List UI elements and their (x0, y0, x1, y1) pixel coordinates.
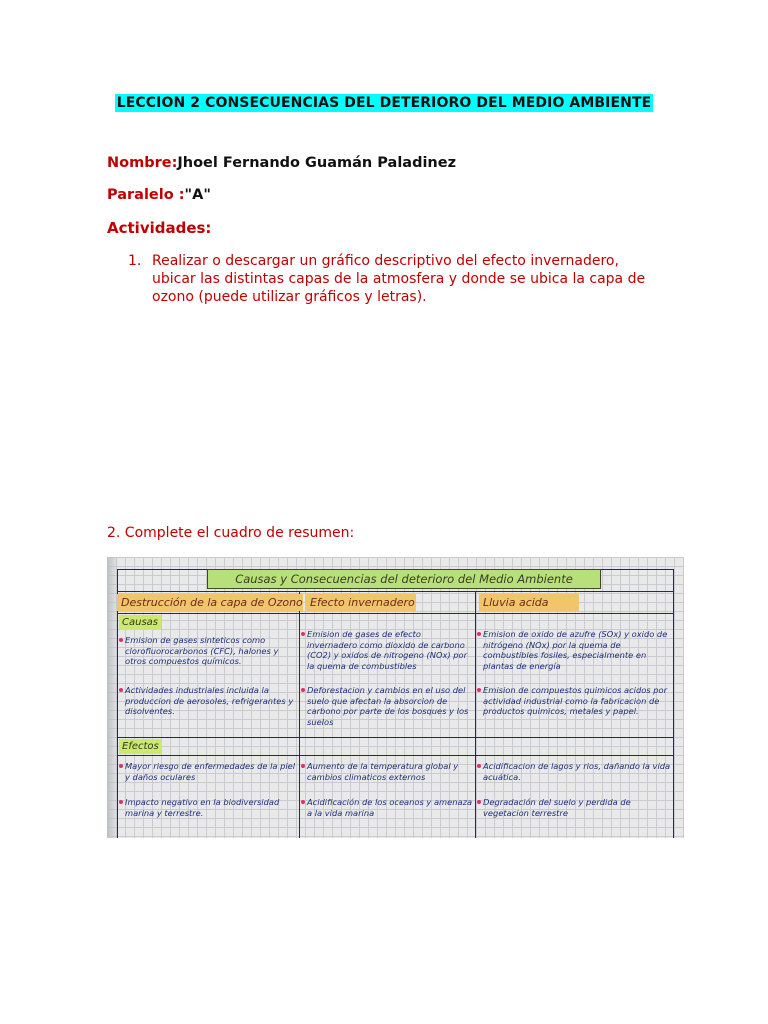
nombre-value: Jhoel Fernando Guamán Paladinez (177, 155, 457, 171)
table-line (117, 613, 673, 614)
cell-efecto-lluvia-2: Degradación del suelo y perdida de vegetacion terrestre (477, 797, 671, 833)
cell-efecto-lluvia-1: Acidificacion de lagos y rios, dañando la vida acuática. (477, 761, 671, 795)
paralelo-value: "A" (184, 187, 211, 203)
nombre-label: Nombre: (107, 155, 178, 171)
header-ozono: Destrucción de la capa de Ozono (117, 594, 303, 611)
nombre-line (107, 155, 456, 171)
table-line (117, 755, 673, 756)
table-line (117, 591, 673, 592)
header-invernadero: Efecto invernadero (306, 594, 416, 611)
cell-efecto-ozono-1: Mayor riesgo de enfermedades de la piel y daños oculares (119, 761, 299, 795)
cell-efecto-invernadero-1: Aumento de la temperatura global y cambios climaticos externos (301, 761, 473, 795)
cell-efecto-invernadero-2: Acidificación de los oceanos y amenaza a la vida marina (301, 797, 473, 835)
table-line (117, 737, 673, 738)
cell-causa-invernadero-1: Emision de gases de efecto invernadero como dioxido de carbono (CO2) y oxidos de nitrogeno (NOx) por la quema de combustibles (301, 629, 473, 679)
table-line (673, 569, 674, 838)
cell-causa-invernadero-2: Deforestacion y cambios en el uso del suelo que afectan la absorcion de carbono por parte de los bosques y los suelos (301, 685, 473, 733)
cell-causa-lluvia-2: Emision de compuestos quimicos acidos por actividad industrial como la fabricacion de productos quimicos, metales y papel. (477, 685, 671, 733)
document-title: LECCION 2 CONSECUENCIAS DEL DETERIORO DEL MEDIO AMBIENTE (116, 95, 652, 111)
table-line (475, 591, 476, 838)
table-title: Causas y Consecuencias del deterioro del Medio Ambiente (207, 569, 601, 589)
cell-efecto-ozono-2: Impacto negativo en la biodiversidad marina y terrestre. (119, 797, 299, 833)
efectos-label: Efectos (119, 739, 162, 754)
cell-causa-ozono-1: Emision de gases sinteticos como clorofluorocarbonos (CFC), halones y otros compuestos químicos. (119, 635, 299, 681)
activity-1-text: Realizar o descargar un gráfico descriptivo del efecto invernadero, ubicar las distintas capas de la atmosfera y donde se ubica la capa de ozono (puede utilizar gráficos y letras). (152, 253, 646, 305)
table-line (299, 591, 300, 838)
cell-causa-ozono-2: Actividades industriales incluida la produccion de aerosoles, refrigerantes y disolventes. (119, 685, 299, 733)
actividades-heading: Actividades: (107, 219, 212, 237)
paralelo-line (107, 187, 211, 203)
title-wrapper (0, 92, 768, 112)
handwritten-table-photo (107, 557, 684, 838)
header-lluvia: Lluvia acida (479, 594, 579, 611)
paralelo-label: Paralelo : (107, 187, 185, 203)
cell-causa-lluvia-1: Emision de oxido de azufre (SOx) y oxido de nitrógeno (NOx) por la quema de combustibles fosiles, especialmente en plantas de energía (477, 629, 671, 679)
activity-1-number: 1. (128, 253, 142, 269)
causas-label: Causas (119, 615, 161, 630)
activity-2: 2. Complete el cuadro de resumen: (107, 525, 355, 541)
